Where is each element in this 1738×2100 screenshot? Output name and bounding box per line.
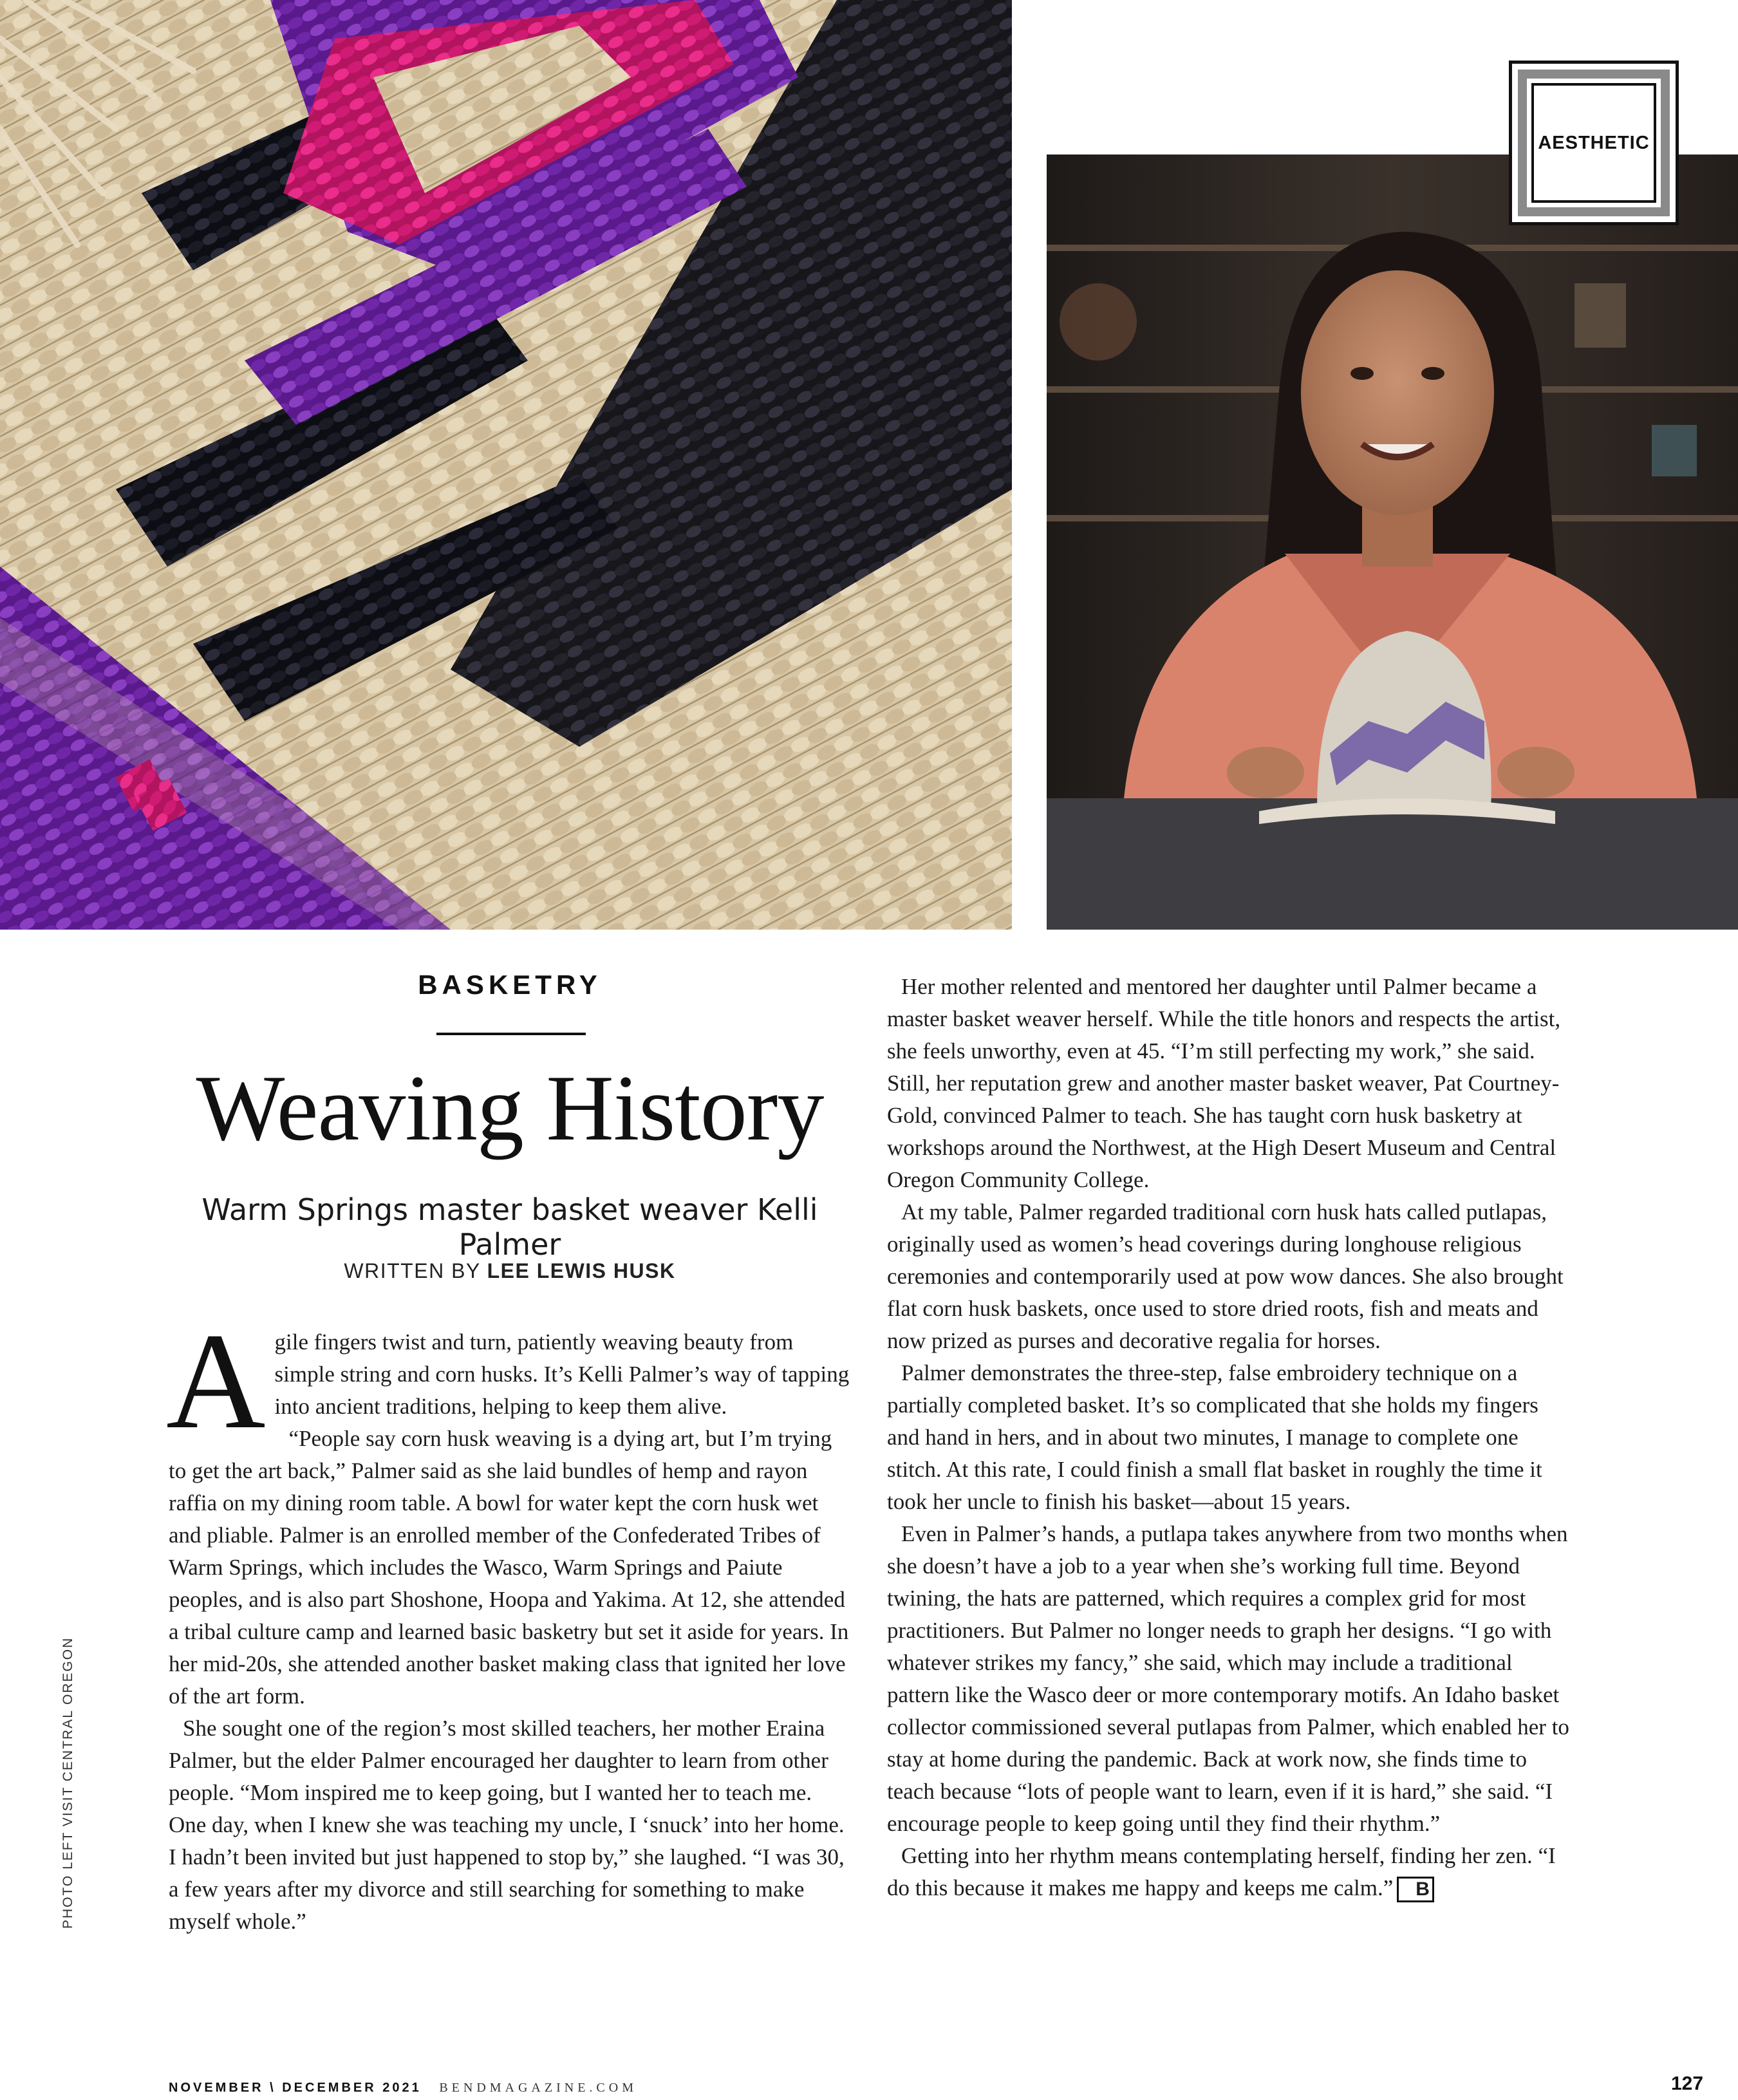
byline-prefix: WRITTEN BY (344, 1259, 481, 1282)
article-subhead: Warm Springs master basket weaver Kelli Palmer (201, 1192, 818, 1262)
article-body-left-column (166, 1305, 851, 1938)
article-paragraph: Even in Palmer’s hands, a putlapa takes anywhere from two months when she doesn’t have a job to a year when she’s working full time. Beyond twining, the hats are patterned, which requires a complex grid for most practitioners. But Palmer no longer needs to graph her designs. “I go with whatever strikes my fancy,” she said, which may include a traditional pattern like the Wasco deer or more contemporary motifs. An Idaho basket collector commissioned several putlapas from Palmer, which enabled her to stay at home during the pandemic. Back at work now, she finds time to teach because “lots of people want to learn, even if it is hard,” she said. “I encourage people to keep going until they find their rhythm.” (887, 1521, 1569, 1836)
article-paragraph: She sought one of the region’s most skilled teachers, her mother Eraina Palmer, but the elder Palmer encouraged her daughter to learn from other people. “Mom inspired me to keep going, but I wanted her to teach me. One day, when I knew she was teaching my uncle, I ‘snuck’ into her home. I hadn’t been invited but just happened to stop by,” she laughed. “I was 30, a few years after my divorce and still searching for something to make myself whole.” (169, 1716, 845, 1934)
basket-closeup-photo (0, 0, 1012, 930)
byline-author: LEE LEWIS HUSK (487, 1259, 676, 1282)
photo-credit: PHOTO LEFT VISIT CENTRAL OREGON (61, 1636, 75, 1929)
kelli-palmer-portrait-photo (1047, 155, 1738, 930)
paragraph-text: Getting into her rhythm means contemplating herself, finding her zen. “I do this because it makes me happy and keeps me calm.” (887, 1843, 1556, 1900)
page-number: 127 (1671, 2073, 1704, 2094)
article-paragraph: At my table, Palmer regarded traditional corn husk hats called putlapas, originally used as women’s head coverings during longhouse religious ceremonies and contemporarily used at pow wow dances. She also brought flat corn husk baskets, once used to store dried roots, fish and meats and now prized as purses and decorative regalia for horses. (887, 1199, 1564, 1353)
end-mark-icon: B (1397, 1877, 1434, 1902)
section-badge-frame (1518, 70, 1670, 216)
footer-issue-date: NOVEMBER \ DECEMBER 2021 (169, 2081, 422, 2095)
article-paragraph: Palmer demonstrates the three-step, false embroidery technique on a partially completed basket. It’s so complicated that she holds my fingers and hand in hers, and in about two minutes, I manage to complete one stitch. At this rate, I could finish a small flat basket in roughly the time it took her uncle to finish his basket—about 15 years. (887, 1360, 1542, 1514)
drop-cap: A (166, 1305, 266, 1458)
article-byline (169, 1259, 851, 1283)
article-headline: Weaving History (196, 1056, 824, 1160)
basket-weave-illustration (0, 0, 1012, 930)
footer-site: BENDMAGAZINE.COM (439, 2081, 637, 2095)
section-badge (1509, 61, 1679, 225)
article-paragraph: “People say corn husk weaving is a dying art, but I’m trying to get the art back,” Palmer said as she laid bundles of hemp and rayon raffia on my dining room table. A bowl for water kept the corn husk wet and pliable. Palmer is an enrolled member of the Confederated Tribes of Warm Springs, which includes the Wasco, Warm Springs and Paiute peoples, and is also part Shoshone, Hoopa and Yakima. At 12, she attended a tribal culture camp and learned basic basketry but set it aside for years. In her mid-20s, she attended another basket making class that ignited her love of the art form. (169, 1426, 849, 1709)
article-paragraph: Her mother relented and mentored her daughter until Palmer became a master basket weaver herself. While the title honors and respects the artist, she feels unworthy, even at 45. “I’m still perfecting my work,” she said. Still, her reputation grew and another master basket weaver, Pat Courtney-Gold, convinced Palmer to teach. She has taught corn husk basketry at workshops around the Northwest, at the High Desert Museum and Central Oregon Community College. (887, 974, 1561, 1192)
article-paragraph (166, 1305, 851, 1458)
portrait-illustration (1047, 155, 1738, 930)
article-body-right-column (887, 971, 1576, 1904)
article-paragraph (887, 1840, 1576, 1904)
article-kicker: BASKETRY (418, 970, 602, 1000)
kicker-divider (436, 1033, 586, 1035)
section-badge-label: AESTHETIC (1531, 83, 1656, 203)
footer-issue-line (169, 2081, 637, 2095)
paragraph-text: gile fingers twist and turn, patiently weaving beauty from simple string and corn husks. It’s Kelli Palmer’s way of tapping into ancient traditions, helping to keep them alive. (274, 1329, 850, 1419)
